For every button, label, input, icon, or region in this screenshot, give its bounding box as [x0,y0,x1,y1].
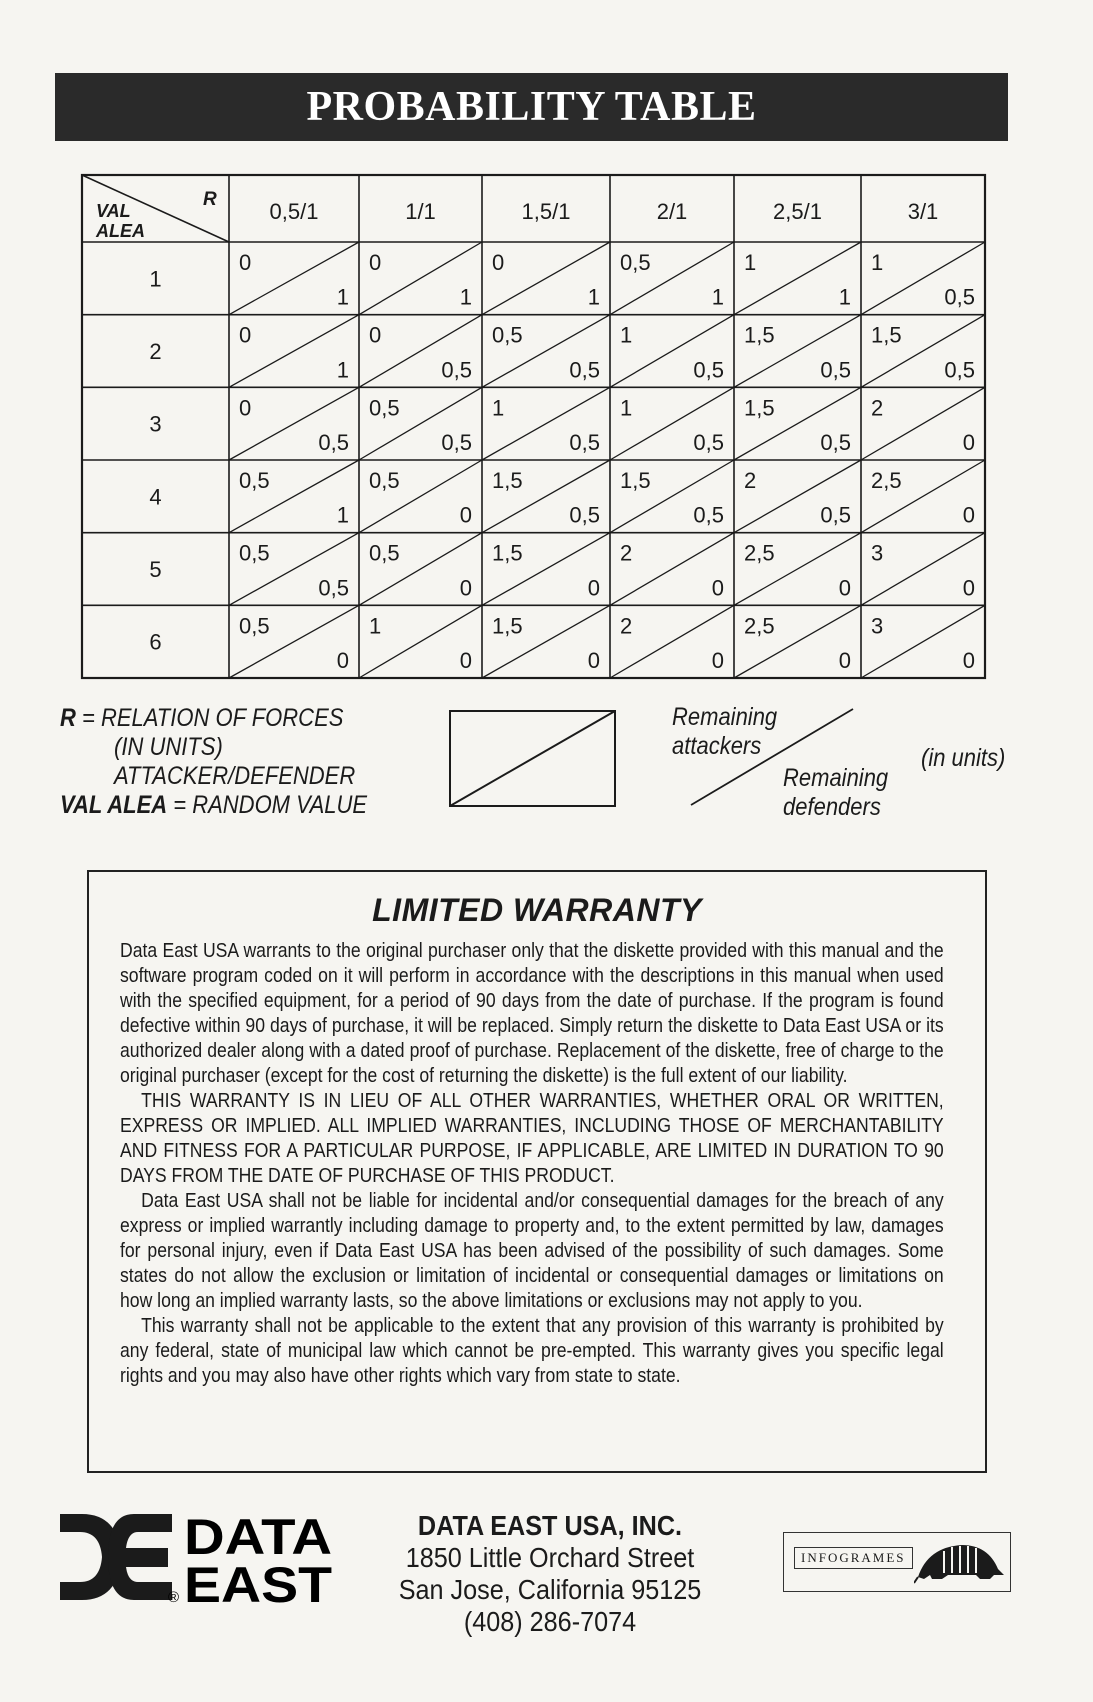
cell-defenders: 0,5 [441,430,472,455]
cell-attackers: 1,5 [871,322,902,348]
company-address [397,1510,703,1638]
corner-label-val: VAL [96,201,131,221]
cell-defenders: 0 [711,575,724,601]
column-header: 1,5/1 [521,199,571,224]
cell-attackers: 2 [620,540,633,566]
cell-attackers: 1 [871,250,884,275]
legend-val-line [60,791,367,820]
probability-table [0,0,1093,700]
company-name: DATA EAST USA, INC. [417,1510,683,1541]
cell-attackers: 0,5 [239,613,270,639]
cell-attackers: 0,5 [239,540,270,566]
row-label: 3 [149,411,162,437]
cell-attackers: 0 [492,250,505,275]
legend-r-key: R [60,704,76,732]
row-label: 2 [149,339,162,364]
cell-defenders: 0 [962,430,975,455]
legend-remaining-attackers-2: attackers [672,732,762,760]
address-phone: (408) 286-7074 [463,1606,637,1637]
cell-attackers: 0 [239,395,252,421]
cell-attackers: 0,5 [369,540,400,566]
cell-defenders: 0,5 [693,357,724,383]
cell-defenders: 1 [336,357,349,383]
warranty-paragraph-3: Data East USA shall not be liable for incidental and/or consequential damages for the breach of any express or implied warrantly including damage to property and, to the extent permitted by law, damages for personal injury, even if Data East USA has been advised of the possibility of such damages. Some states do not allow the exclusion or limitation of incidental or consequential damages or limitations on how long an implied warranty lasts, so the above limitations or exclusions may not apply to you. [120,1190,944,1312]
infogrames-label: INFOGRAMES [794,1547,913,1569]
cell-defenders: 0,5 [318,430,349,455]
cell-defenders: 0,5 [693,430,724,455]
cell-attackers: 1 [620,322,633,348]
cell-defenders: 1 [459,284,472,310]
cell-attackers: 1 [492,395,505,421]
cell-defenders: 0 [459,502,472,528]
legend-r-line1 [60,704,343,733]
cell-defenders: 0,5 [944,284,975,310]
cell-attackers: 1,5 [744,322,775,348]
cell-defenders: 0 [962,502,975,528]
address-street: 1850 Little Orchard Street [405,1542,695,1573]
cell-defenders: 1 [838,284,851,310]
cell-attackers: 3 [871,613,884,639]
column-header: 3/1 [907,199,939,224]
column-header: 0,5/1 [269,199,319,224]
cell-attackers: 1 [744,250,757,275]
cell-defenders: 0 [838,575,851,601]
cell-attackers: 1,5 [492,468,523,493]
column-header: 2,5/1 [773,199,822,224]
cell-defenders: 0 [459,648,472,673]
cell-defenders: 0,5 [820,502,851,528]
cell-attackers: 0,5 [239,468,270,493]
cell-attackers: 2,5 [871,468,902,493]
cell-attackers: 0 [369,250,382,275]
cell-attackers: 0,5 [492,322,523,348]
address-city: San Jose, California 95125 [398,1574,702,1605]
cell-attackers: 2 [620,613,633,639]
row-label: 6 [149,629,162,655]
cell-defenders: 0,5 [569,502,600,528]
cell-defenders: 0,5 [318,575,349,601]
cell-attackers: 2 [871,395,884,421]
de-monogram-icon [60,1514,172,1600]
cell-defenders: 0 [587,575,600,601]
armadillo-icon [914,1539,1006,1585]
cell-attackers: 0 [239,250,252,275]
corner-label-r: R [203,189,217,210]
cell-attackers: 0,5 [620,250,651,275]
cell-defenders: 1 [587,284,600,310]
cell-attackers: 2,5 [744,613,775,639]
cell-defenders: 0 [336,648,349,673]
corner-label-alea: ALEA [96,221,145,241]
cell-attackers: 0,5 [369,468,400,493]
cell-attackers: 0 [369,322,382,348]
cell-defenders: 1 [336,502,349,528]
cell-defenders: 0,5 [441,357,472,383]
legend-val-key: VAL ALEA [60,791,168,819]
cell-attackers: 2 [744,468,757,493]
cell-defenders: 0 [838,648,851,673]
cell-attackers: 1,5 [620,468,651,493]
cell-attackers: 0 [239,322,252,348]
cell-attackers: 2,5 [744,540,775,566]
legend-remaining-defenders-2: defenders [783,793,881,821]
cell-attackers: 1 [620,395,633,421]
warranty-paragraph-2: THIS WARRANTY IS IN LIEU OF ALL OTHER WARRANTIES, WHETHER ORAL OR WRITTEN, EXPRESS OR IMPLIED. ALL IMPLIED WARRANTIES, INCLUDING THOSE OF MERCHANTABILITY AND FITNESS FOR A PARTICULAR PURPOSE, IF APPLICABLE, ARE LIMITED IN DURATION TO 90 DAYS FROM THE DATE OF PURCHASE OF THIS PRODUCT. [120,1090,944,1187]
cell-defenders: 0 [962,648,975,673]
logo-registered-mark: ® [168,1589,180,1606]
warranty-paragraph-1: Data East USA warrants to the original purchaser only that the diskette provided with this manual and the software program coded on it will perform in accordance with the descriptions in this manual when used with the specified equipment, for a period of 90 days from the date of purchase. If the program is found defective within 90 days of purchase, it will be replaced. Simply return the diskette to Data East USA or its authorized dealer along with a dated proof of purchase. Replacement of the diskette, free of charge to the original purchaser (except for the cost of returning the diskette) is the full extent of our liability. [120,940,944,1087]
warranty-box [87,870,987,1473]
table-frame [82,175,985,678]
cell-defenders: 0 [962,575,975,601]
cell-defenders: 0 [587,648,600,673]
page-title: PROBABILITY TABLE [55,73,1008,141]
logo-line-1: DATA [184,1512,332,1565]
infogrames-logo [783,1532,1011,1592]
warranty-body [120,939,944,1389]
warranty-title: LIMITED WARRANTY [372,892,702,928]
cell-defenders: 0,5 [569,357,600,383]
legend-remaining-attackers-1: Remaining [672,703,778,731]
row-label: 4 [149,484,162,510]
legend-r-line2: (IN UNITS) [114,733,223,761]
cell-attackers: 1,5 [492,540,523,566]
legend-r-eq: = RELATION OF FORCES [82,704,344,732]
cell-attackers: 0,5 [369,395,400,421]
cell-attackers: 1 [369,613,382,639]
cell-attackers: 1,5 [492,613,523,639]
cell-defenders: 0,5 [944,357,975,383]
legend-in-units: (in units) [921,744,1006,772]
warranty-paragraph-4: This warranty shall not be applicable to the extent that any provision of this warranty is prohibited by any federal, state of municipal law which cannot be pre-empted. This warranty gives you specific legal rights and you may also have other rights which vary from state to state. [120,1315,944,1387]
legend-cell-diagram [448,709,618,809]
cell-defenders: 0,5 [569,430,600,455]
row-label: 1 [149,266,162,292]
row-label: 5 [149,557,162,582]
cell-defenders: 0,5 [693,502,724,528]
logo-line-2: EAST [184,1557,332,1612]
cell-defenders: 0,5 [820,357,851,383]
column-header: 1/1 [405,199,436,224]
cell-defenders: 0 [459,575,472,601]
cell-defenders: 0,5 [820,430,851,455]
cell-defenders: 1 [711,284,724,310]
cell-defenders: 1 [336,284,349,310]
cell-attackers: 1,5 [744,395,775,421]
cell-defenders: 0 [711,648,724,673]
legend-remaining-defenders-1: Remaining [783,764,889,792]
cell-attackers: 3 [871,540,884,566]
column-header: 2/1 [656,199,688,224]
legend-r-line3: ATTACKER/DEFENDER [114,762,356,790]
data-east-logo [60,1512,340,1612]
legend-val-eq: = RANDOM VALUE [173,791,368,819]
